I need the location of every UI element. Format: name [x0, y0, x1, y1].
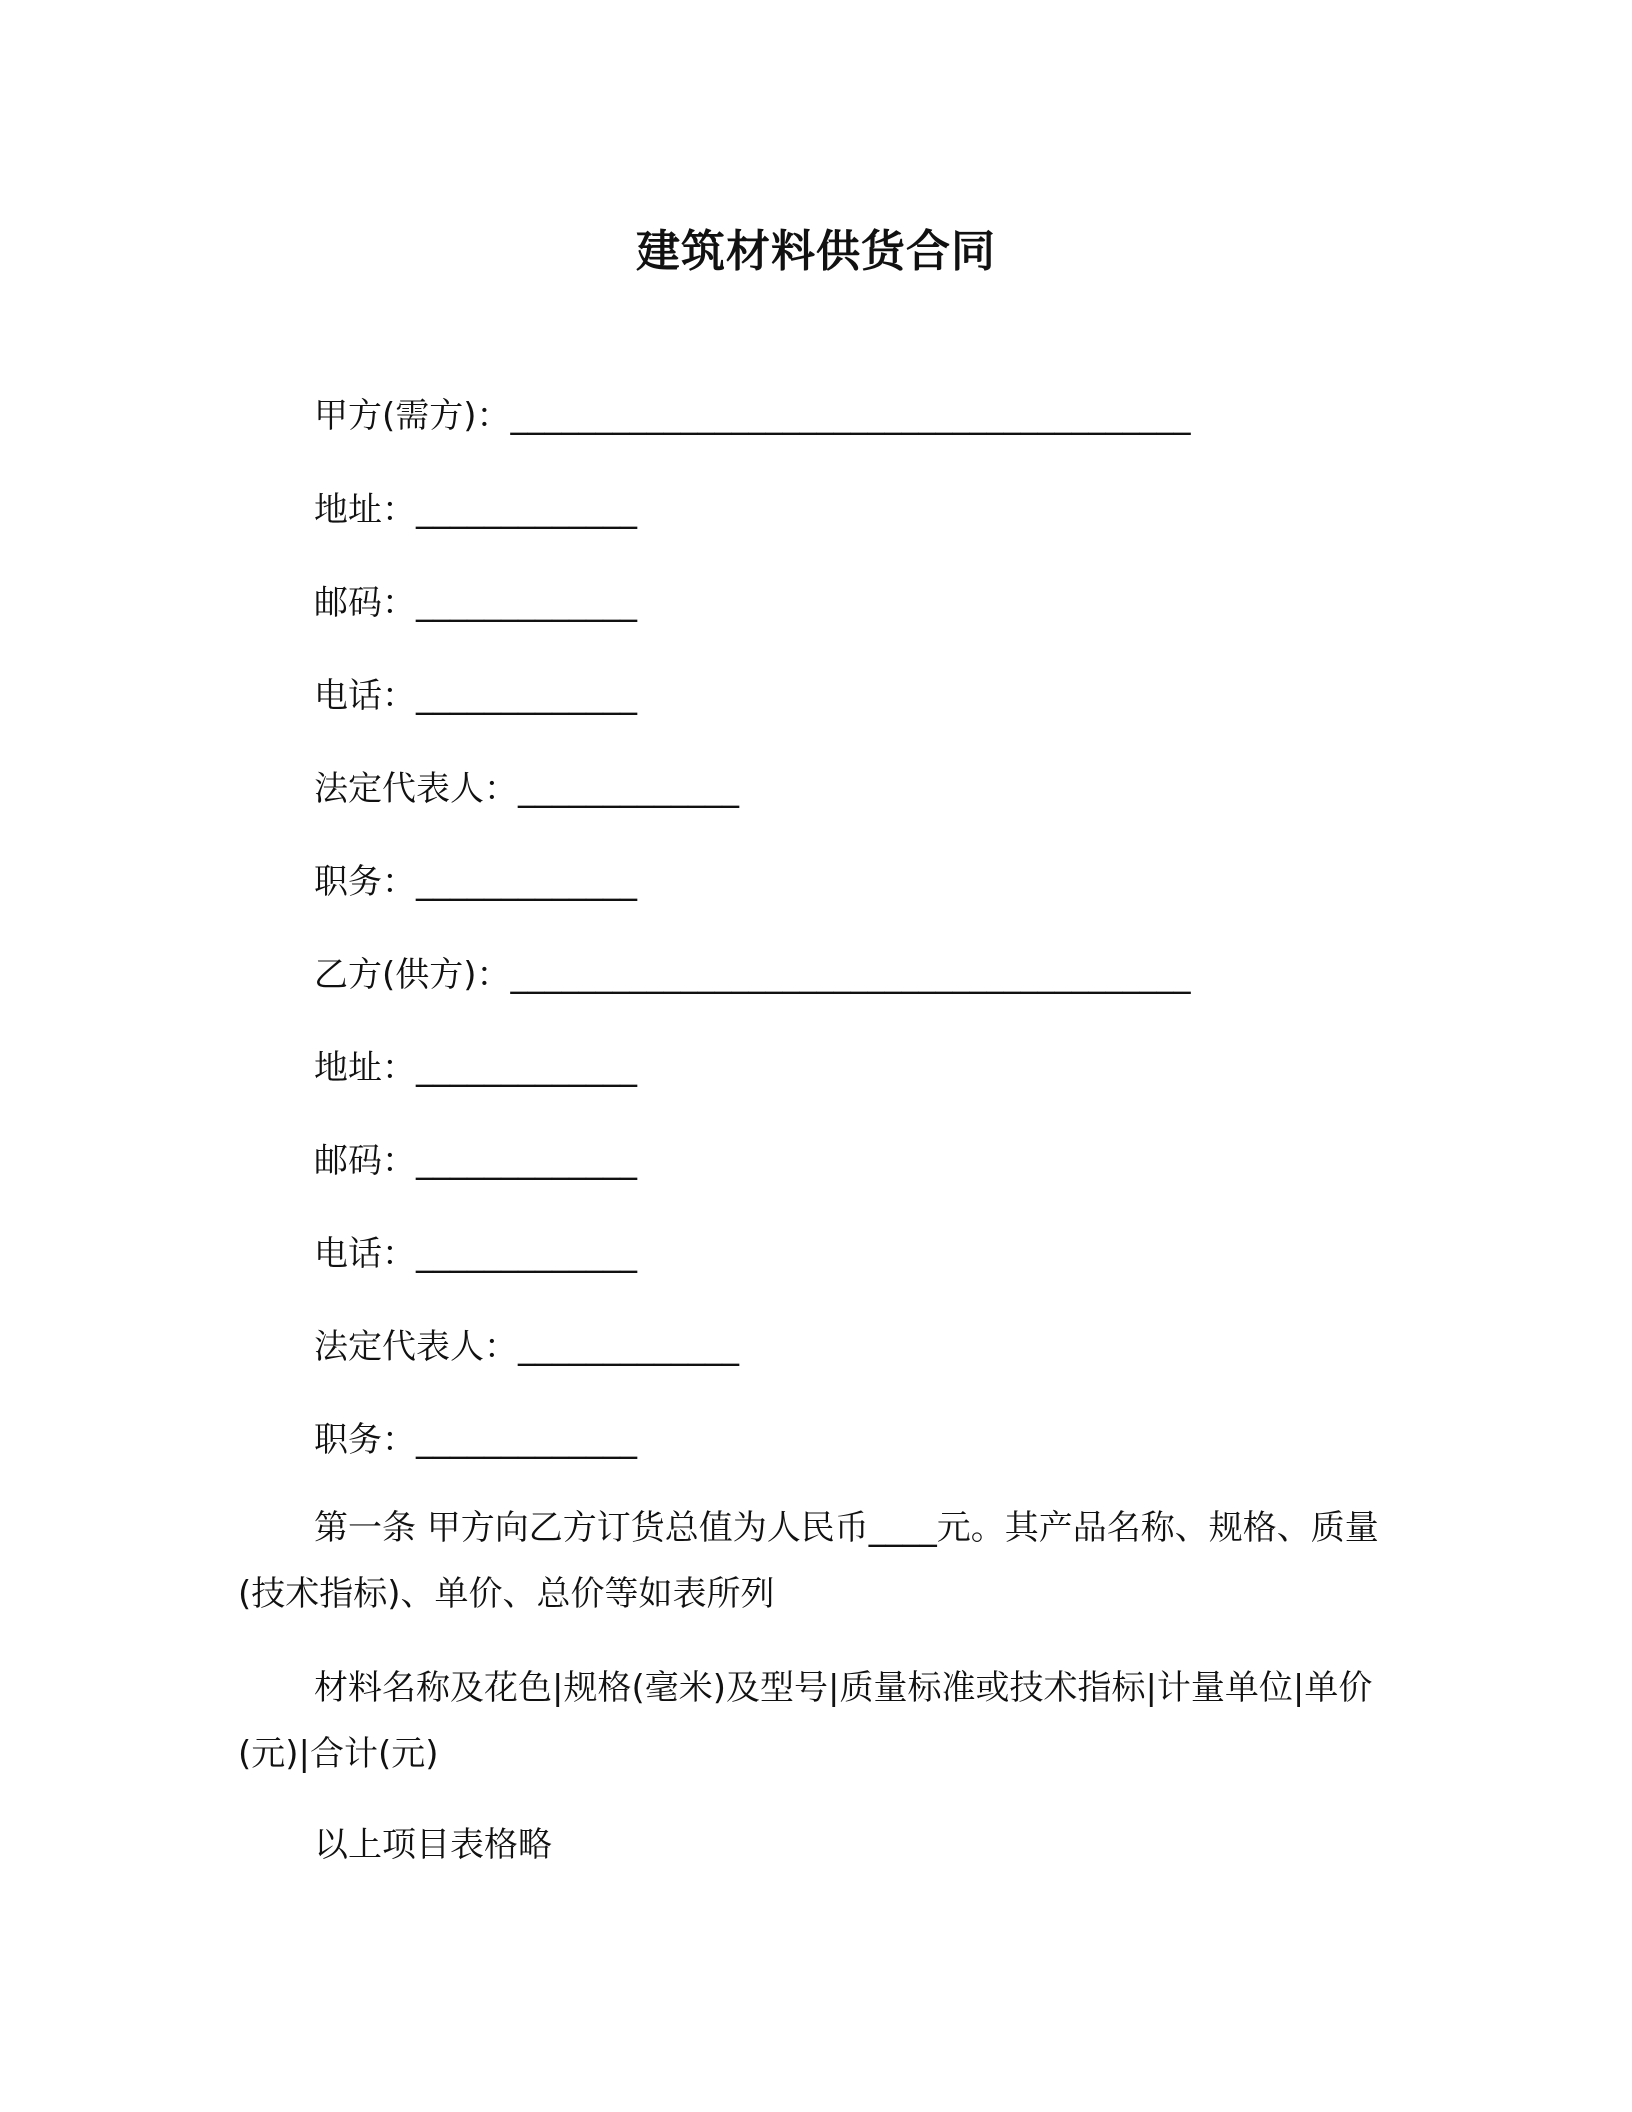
party-a-name-field: 甲方(需方)：________________________________________ [314, 396, 1191, 436]
party-b-phone-field: 电话：_____________ [314, 1234, 637, 1274]
party-a-postcode-field: 邮码：_____________ [314, 583, 637, 623]
party-b-legal-rep-field: 法定代表人：_____________ [314, 1327, 739, 1367]
party-a-legal-rep-field: 法定代表人：_____________ [314, 769, 739, 809]
party-b-name-field: 乙方(供方)：________________________________________ [314, 955, 1191, 995]
party-a-phone-field: 电话：_____________ [314, 676, 637, 716]
document-title: 建筑材料供货合同 [636, 226, 996, 277]
table-note-paragraph: 以上项目表格略 [314, 1825, 552, 1865]
article-1-paragraph: 第一条 甲方向乙方订货总值为人民币____元。其产品名称、规格、质量(技术指标)、单价、总价等如表所列 [238, 1508, 1379, 1614]
party-b-address-field: 地址：_____________ [314, 1048, 637, 1088]
party-a-address-field: 地址：_____________ [314, 490, 637, 530]
party-a-position-field: 职务：_____________ [314, 862, 637, 902]
party-b-postcode-field: 邮码：_____________ [314, 1141, 637, 1181]
table-header-paragraph: 材料名称及花色|规格(毫米)及型号|质量标准或技术指标|计量单位|单价(元)|合计(元) [238, 1668, 1373, 1774]
party-b-position-field: 职务：_____________ [314, 1420, 637, 1460]
